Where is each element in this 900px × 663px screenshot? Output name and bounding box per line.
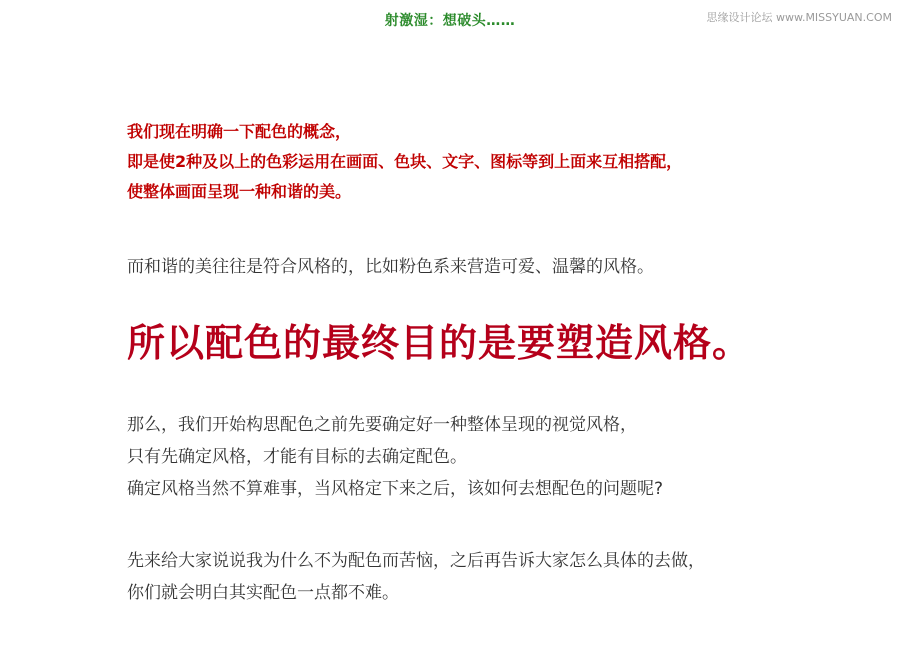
- article-caption: 射激湿：想破头……: [384, 13, 516, 29]
- definition-line: 我们现在明确一下配色的概念，: [127, 122, 352, 141]
- article-body: [127, 117, 887, 609]
- closing-paragraph: [127, 545, 887, 609]
- definition-paragraph: [127, 117, 887, 207]
- paragraph-line: 只有先确定风格，才能有目标的去确定配色。: [127, 447, 467, 467]
- paragraph-line: 先来给大家说说我为什么不为配色而苦恼，之后再告诉大家怎么具体的去做，: [127, 551, 705, 571]
- definition-line: 使整体画面呈现一种和谐的美。: [127, 182, 352, 201]
- paragraph-line: 你们就会明白其实配色一点都不难。: [127, 583, 399, 603]
- paragraph-line: 而和谐的美往往是符合风格的，比如粉色系来营造可爱、温馨的风格。: [127, 257, 654, 277]
- paragraph-line: 确定风格当然不算难事，当风格定下来之后，该如何去想配色的问题呢?: [127, 479, 664, 499]
- paragraph-line: 那么，我们开始构思配色之前先要确定好一种整体呈现的视觉风格，: [127, 415, 637, 435]
- style-paragraph: [127, 409, 887, 505]
- headline-statement: 所以配色的最终目的是要塑造风格。: [127, 321, 752, 365]
- harmony-paragraph: [127, 251, 887, 283]
- site-watermark: 思缘设计论坛 www.MISSYUAN.COM: [706, 11, 892, 24]
- definition-line: 即是使2种及以上的色彩运用在画面、色块、文字、图标等到上面来互相搭配，: [127, 152, 683, 171]
